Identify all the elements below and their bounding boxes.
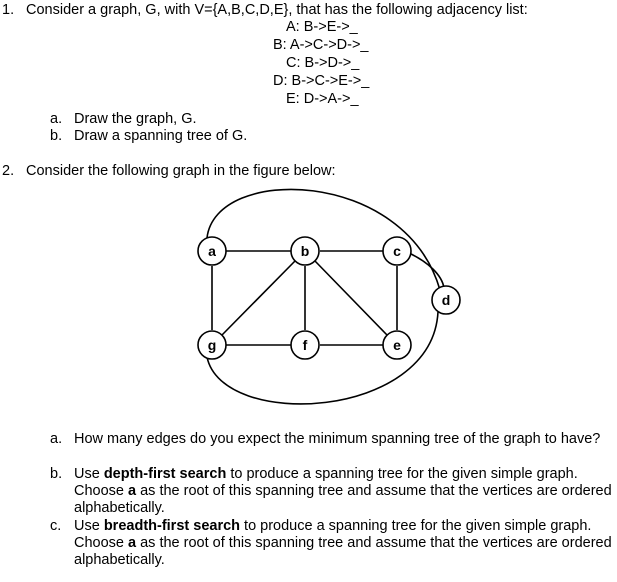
adjacency-row-d: D: B->C->E->_	[273, 73, 370, 89]
q2-prompt: Consider the following graph in the figure below:	[26, 163, 336, 179]
q2-part-b-text: Use depth-first search to produce a spanning tree for the given simple graph. Choose a as the root of this spanning tree and assume that the vertices are ordered alphabetically.	[74, 466, 612, 516]
node-b-label: b	[300, 243, 310, 259]
q1-part-b-text: Draw a spanning tree of G.	[74, 128, 248, 144]
edge-b-g	[222, 261, 295, 335]
node-a-label: a	[208, 243, 216, 259]
q1-prompt: Consider a graph, G, with V={A,B,C,D,E}, that has the following adjacency list:	[26, 2, 528, 18]
q1-part-a-text: Draw the graph, G.	[74, 111, 197, 127]
node-b	[291, 237, 319, 265]
node-g-label: g	[207, 337, 217, 353]
node-e-label: e	[393, 337, 401, 353]
q1-part-b-marker: b.	[50, 128, 63, 144]
edge-b-e	[315, 261, 387, 335]
node-f	[291, 331, 319, 359]
adjacency-row-a: A: B->E->_	[286, 19, 358, 35]
node-c	[383, 237, 411, 265]
q2-part-a-text: How many edges do you expect the minimum spanning tree of the graph to have?	[74, 431, 601, 447]
node-c-label: c	[393, 243, 401, 259]
node-e	[383, 331, 411, 359]
bfs-term: breadth-first search	[103, 518, 241, 534]
q2-number: 2.	[2, 163, 15, 179]
node-a	[198, 237, 226, 265]
q2-part-c-marker: c.	[50, 518, 62, 534]
node-f-label: f	[302, 337, 308, 353]
node-d	[432, 286, 460, 314]
q2-part-c-text: Use breadth-first search to produce a spanning tree for the given simple graph. Choose a as the root of this spanning tree and assume that the vertices are ordered alphabetically.	[74, 518, 612, 568]
root-a-term-2: a	[128, 535, 137, 551]
q1-number: 1.	[2, 2, 15, 18]
node-g	[198, 331, 226, 359]
q2-part-a-marker: a.	[50, 431, 63, 447]
q2-part-b-marker: b.	[50, 466, 63, 482]
adjacency-row-b: B: A->C->D->_	[273, 37, 369, 53]
node-d-label: d	[441, 292, 451, 308]
root-a-term: a	[128, 483, 137, 499]
adjacency-row-e: E: D->A->_	[286, 91, 359, 107]
q1-part-a-marker: a.	[50, 111, 63, 127]
dfs-term: depth-first search	[103, 466, 227, 482]
adjacency-row-c: C: B->D->_	[286, 55, 360, 71]
